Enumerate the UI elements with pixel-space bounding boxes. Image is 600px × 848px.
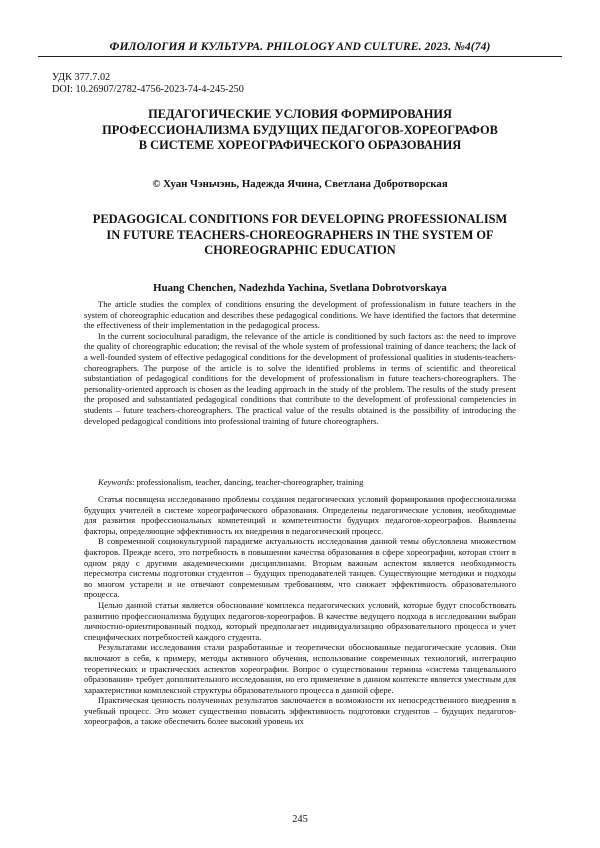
doi: DOI: 10.26907/2782-4756-2023-74-4-245-250 bbox=[52, 84, 244, 95]
abstract-ru-paragraph: В современной социокультурной парадигме актуальность исследования данной темы обусловлена множеством факторов. Прежде всего, это потребность в повышении качества образования в сфере хореографии, которая стоит в одном ряду с другими академическими дисциплинами. Вторым важным аспектом является необходимость пересмотра системы подготовки студентов – будущих преподавателей танцев. Существующие методики и подходы во многом устарели и не отвечают современным требованиям, что снижает эффективность образовательного процесса. bbox=[84, 536, 516, 600]
keywords-line bbox=[84, 477, 516, 488]
header-rule bbox=[38, 56, 562, 57]
abstract-russian bbox=[84, 494, 516, 727]
authors-russian: © Хуан Чэньчэнь, Надежда Ячина, Светлана Добротворская bbox=[152, 178, 448, 190]
title-en-line: IN FUTURE TEACHERS-CHOREOGRAPHERS IN THE SYSTEM OF bbox=[106, 227, 494, 242]
udc-code: УДК 377.7.02 bbox=[52, 72, 111, 83]
abstract-ru-paragraph: Статья посвящена исследованию проблемы создания педагогических условий формирования профессионализма будущих учителей в системе хореографического образования. Определены педагогические условия, необходимые для развития профессиональных компетенций и компетентности будущих педагогов-хореографов. Выявлены факторы, определяющие эффективность их внедрения в педагогический процесс. bbox=[84, 494, 516, 536]
article-meta bbox=[52, 72, 244, 96]
abstract-ru-paragraph: Результатами исследования стали разработанные и теоретически обоснованные педагогические условия. Они включают в себя, к примеру, методы активного обучения, использование современных технологий, интеграцию теоретических и практических аспектов хореографии. Вопрос о существовании термина «система танцевального образования» требует дополнительного исследования, но его применение в данном контексте является уместным для характеристики комплексной структуры образовательного процесса в данной сфере. bbox=[84, 642, 516, 695]
title-english bbox=[40, 212, 560, 259]
abstract-en-paragraph: In the current sociocultural paradigm, the relevance of the article is conditioned by such factors as: the need to improve the quality of choreographic education; the revisal of the whole system of professional training of dance teachers; the lack of a well-founded system of effective pedagogical conditions for the development of professional qualities in students-teachers-choreographers. The purpose of the article is to solve the identified problems in terms of scientific and theoretical substantiation of pedagogical conditions for the development of professionalism in future teachers-choreographers. The personality-oriented approach is chosen as the leading approach in the study of the problem. The results of the study present the proposed and substantiated pedagogical conditions that contribute to the development of professional competencies in students – future teachers-choreographers. The practical value of the results obtained is the possibility of introducing the developed pedagogical conditions into professional training of future choreographers. bbox=[84, 330, 516, 426]
keywords-text: : professionalism, teacher, dancing, teacher-choreographer, training bbox=[132, 477, 364, 487]
keywords-label: Keywords bbox=[98, 477, 133, 487]
title-en-line: CHOREOGRAPHIC EDUCATION bbox=[204, 243, 396, 257]
keywords bbox=[84, 477, 516, 488]
running-header: ФИЛОЛОГИЯ И КУЛЬТУРА. PHILOLOGY AND CULTURE. 2023. №4(74) bbox=[109, 40, 491, 53]
abstract-english bbox=[84, 299, 516, 426]
title-russian bbox=[40, 107, 560, 154]
title-en-line: PEDAGOGICAL CONDITIONS FOR DEVELOPING PROFESSIONALISM bbox=[92, 212, 508, 226]
title-ru-line: ПРОФЕССИОНАЛИЗМА БУДУЩИХ ПЕДАГОГОВ-ХОРЕОГРАФОВ bbox=[102, 122, 498, 137]
authors-english: Huang Chenchen, Nadezhda Yachina, Svetlana Dobrotvorskaya bbox=[153, 282, 447, 294]
abstract-en-paragraph: The article studies the complex of conditions ensuring the development of professionalism in future teachers in the system of choreographic education and describes these pedagogical conditions. We have identified the factors that determine the effectiveness of their implementation in the pedagogical process. bbox=[84, 299, 516, 331]
page-number: 245 bbox=[292, 814, 308, 825]
abstract-ru-paragraph: Практическая ценность полученных результатов заключается в возможности их непосредственного внедрения в учебный процесс. Это может существенно повысить эффективность подготовки студентов – будущих педагогов-хореографов, а также обеспечить более высокий уровень их bbox=[84, 695, 516, 727]
title-ru-line: В СИСТЕМЕ ХОРЕОГРАФИЧЕСКОГО ОБРАЗОВАНИЯ bbox=[138, 138, 462, 152]
title-ru-line: ПЕДАГОГИЧЕСКИЕ УСЛОВИЯ ФОРМИРОВАНИЯ bbox=[148, 107, 452, 121]
abstract-ru-paragraph: Целью данной статьи является обоснование комплекса педагогических условий, которые будут способствовать развитию профессионализма будущих педагогов-хореографов. В качестве ведущего подхода в исследовании выбран личностно-ориентированный подход, который предполагает индивидуализацию образовательного процесса и учет специфических потребностей каждого студента. bbox=[84, 599, 516, 642]
